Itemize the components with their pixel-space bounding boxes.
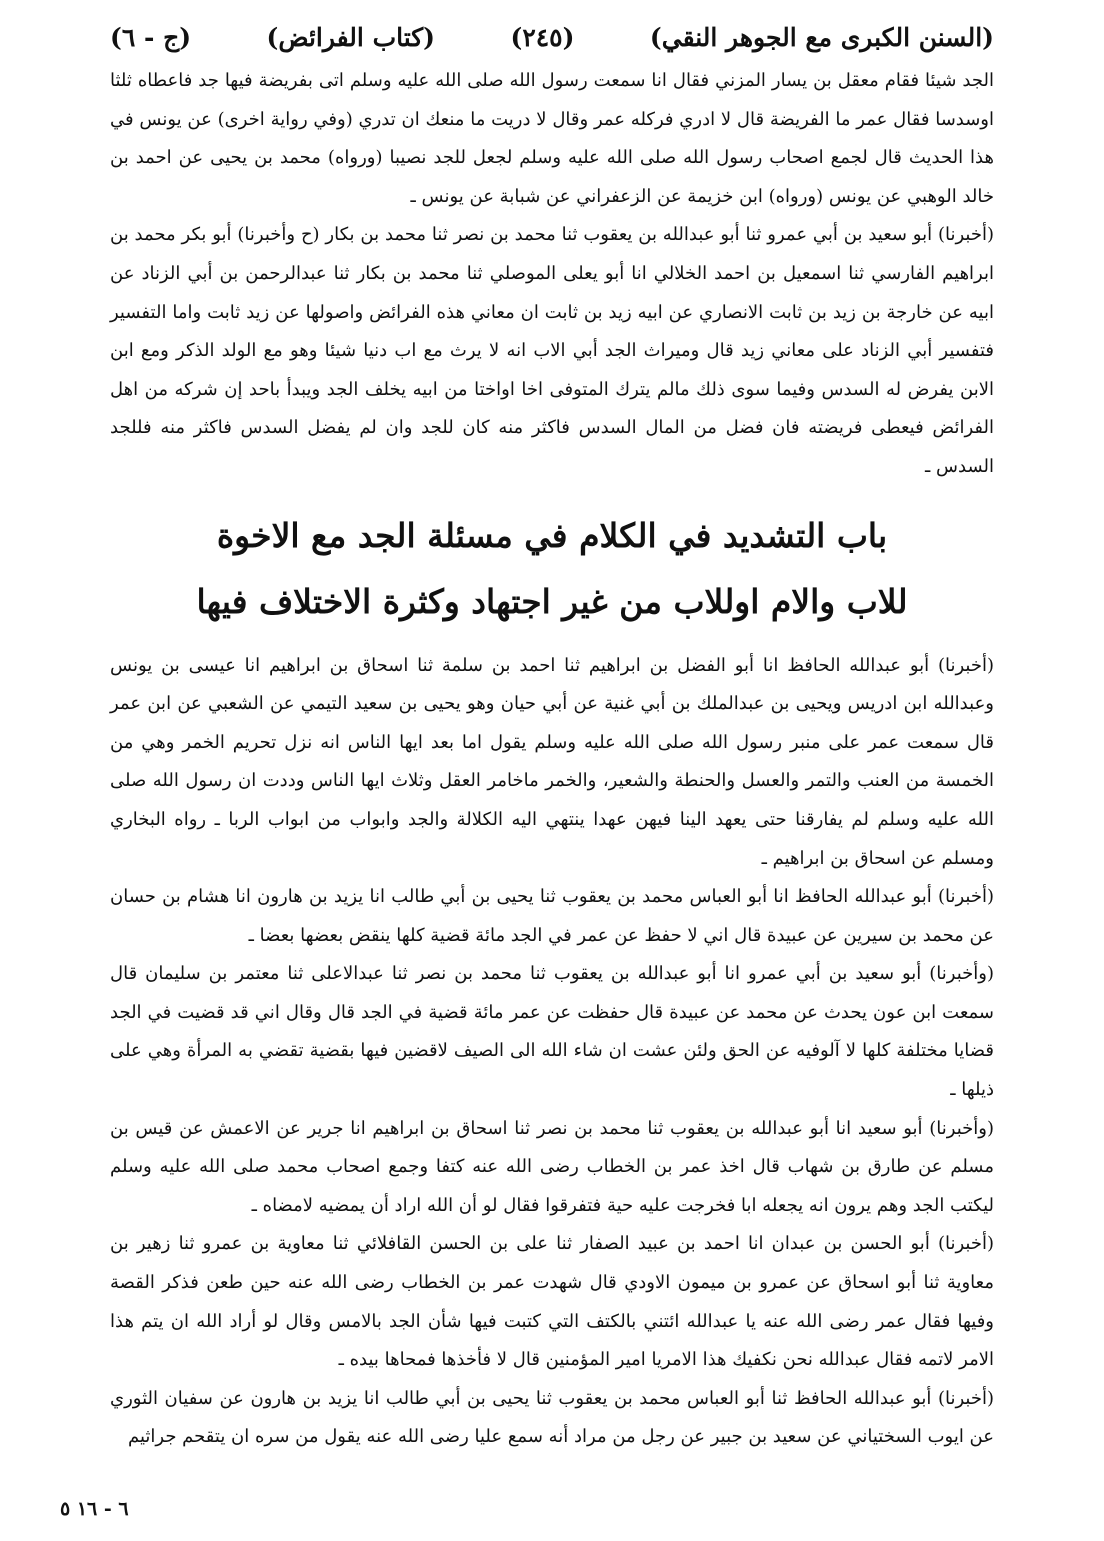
- volume-number: (ج - ٦): [110, 22, 192, 52]
- paragraph: (أخبرنا) أبو عبدالله الحافظ انا أبو الفضل بن ابراهيم ثنا احمد بن سلمة ثنا اسحاق بن ابراهيم انا عيسى بن يونس وعبدالله ابن ادريس ويحيى بن عبدالملك بن أبي غنية عن أبي حيان وهو يحيى بن سعيد التيمي عن الشعبي عن ابن عمر قال سمعت عمر على منبر رسول الله صلى الله عليه وسلم يقول اما بعد ايها الناس انه نزل تحريم الخمر وهي من الخمسة من العنب والتمر والعسل والحنطة والشعير، والخمر ماخامر العقل وثلاث ايها الناس وددت ان رسول الله صلى الله عليه وسلم لم يفارقنا حتى يعهد الينا فيهن عهدا ينتهي اليه الكلالة والجد وابواب من ابواب الربا ـ رواه البخاري ومسلم عن اسحاق بن ابراهيم ـ: [110, 654, 994, 869]
- signature-mark: ٦ - ١٦ ٥: [60, 1498, 129, 1520]
- header-page-number: (٢٤٥): [510, 22, 575, 52]
- paragraph: (أخبرنا) أبو عبدالله الحافظ انا أبو العباس محمد بن يعقوب ثنا يحيى بن أبي طالب انا يزيد بن هارون انا هشام بن حسان عن محمد بن سيرين عن عبيدة قال اني لا حفظ عن عمر في الجد مائة قضية كلها ينقض بعضها بعضا ـ: [110, 886, 994, 946]
- paragraph: (أخبرنا) أبو الحسن بن عبدان انا احمد بن عبيد الصفار ثنا على بن الحسن القافلائي ثنا معاوية بن عمرو ثنا زهير بن معاوية ثنا أبو اسحاق عن عمرو بن ميمون الاودي قال شهدت عمر بن الخطاب رضى الله عنه حين طعن فذكر القصة وفيها فقال عمر رضى الله عنه يا عبدالله ائتني بالكتف التي كتبت فيها شأن الجد بالامس وقال لو أراد الله ان يتم هذا الامر لاتمه فقال عبدالله نحن نكفيك هذا الامريا امير المؤمنين قال لا فأخذها فمحاها بيده ـ: [110, 1233, 994, 1371]
- chapter-heading-line: باب التشديد في الكلام في مسئلة الجد مع الاخوة: [216, 515, 888, 555]
- paragraph: (أخبرنا) أبو سعيد بن أبي عمرو ثنا أبو عبدالله بن يعقوب ثنا محمد بن نصر ثنا محمد بن بكار (ح وأخبرنا) أبو بكر محمد بن ابراهيم الفارسي ثنا اسمعيل بن احمد الخلالي انا أبو يعلى الموصلي ثنا محمد بن بكار ثنا عبدالرحمن بن أبي الزناد عن ابيه عن خارجة بن زيد بن ثابت الانصاري عن ابيه زيد بن ثابت ان معاني هذه الفرائض واصولها عن زيد ثابت واما التفسير فتفسير أبي الزناد على معاني زيد قال وميراث الجد أبي الاب انه لا يرث مع اب دنيا شيئا وهو مع الولد الذكر ومع ابن الابن يفرض له السدس وفيما سوى ذلك مالم يترك المتوفى اخا اواختا من ابيه يخلف الجد ويبدأ باحد إن شركه من اهل الفرائض فيعطى فريضته فان فضل من المال السدس فاكثر منه كان للجد وان لم يفضل السدس فاكثر منه فللجد السدس ـ: [110, 224, 994, 477]
- book-title: (السنن الكبرى مع الجوهر النقي): [649, 22, 994, 52]
- chapter-name: (كتاب الفرائض): [266, 22, 435, 52]
- paragraph: (وأخبرنا) أبو سعيد بن أبي عمرو انا أبو عبدالله بن يعقوب ثنا محمد بن نصر ثنا عبدالاعلى ثنا معتمر بن سليمان قال سمعت ابن عون يحدث عن محمد عن عبيدة قال حفظت عن عمر مائة قضية في الجد قال وقال اني قد قضيت في الجد قضايا مختلفة كلها لا آلوفيه عن الحق ولئن عشت ان شاء الله الى الصيف لاقضين فيها بقضية تقضي به المرأة وهي على ذيلها ـ: [110, 963, 994, 1101]
- chapter-heading-line: للاب والام اوللاب من غير اجتهاد وكثرة الاختلاف فيها: [196, 581, 908, 621]
- running-header: [110, 14, 994, 60]
- paragraph: (وأخبرنا) أبو سعيد انا أبو عبدالله بن يعقوب ثنا محمد بن نصر ثنا اسحاق بن ابراهيم انا جرير عن الاعمش عن قيس بن مسلم عن طارق بن شهاب قال اخذ عمر بن الخطاب رضى الله عنه كتفا وجمع اصحاب محمد صلى الله عليه وسلم ليكتب الجد وهم يرون انه يجعله ابا فخرجت عليه حية فتفرقوا فقال لو أن الله اراد أن يمضيه لامضاه ـ: [110, 1117, 994, 1216]
- paragraph: (أخبرنا) أبو عبدالله الحافظ ثنا أبو العباس محمد بن يعقوب ثنا يحيى بن أبي طالب انا يزيد بن هارون عن سفيان الثوري عن ايوب السختياني عن سعيد بن جبير عن رجل من مراد أنه سمع عليا رضى الله عنه يقول من سره ان يتقحم جراثيم: [110, 1387, 994, 1448]
- paragraph: الجد شيئا فقام معقل بن يسار المزني فقال انا سمعت رسول الله صلى الله عليه وسلم اتى بفريضة فيها جد فاعطاه ثلثا اوسدسا فقال عمر ما الفريضة قال لا ادري فركله عمر وقال لا دريت ما منعك ان تدري (وفي رواية اخرى) عن يونس في هذا الحديث قال لجمع اصحاب رسول الله صلى الله عليه وسلم لجعل للجد نصيبا (ورواه) محمد بن يحيى عن احمد بن خالد الوهبي عن يونس (ورواه) ابن خزيمة عن الزعفراني عن شبابة عن يونس ـ: [110, 70, 994, 207]
- chapter-heading: [110, 503, 994, 635]
